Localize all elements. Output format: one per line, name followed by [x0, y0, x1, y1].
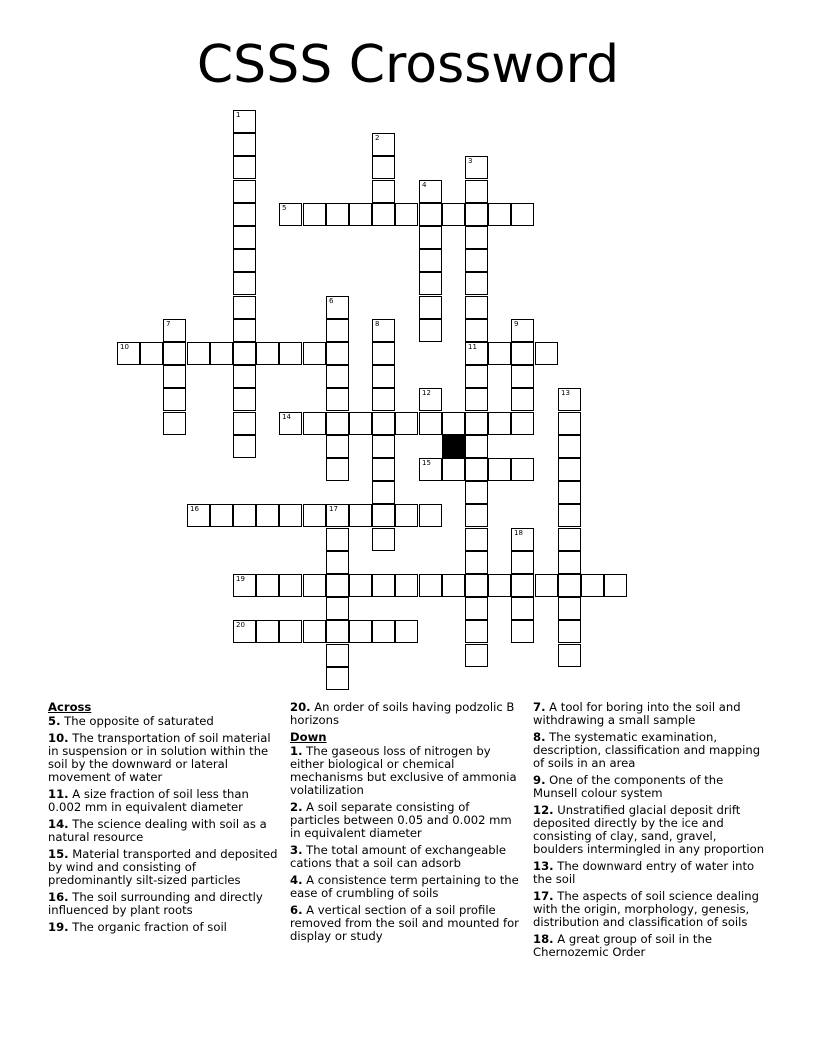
grid-cell[interactable]	[303, 574, 326, 597]
grid-cell[interactable]	[488, 412, 511, 435]
clue-number-label: 18	[514, 529, 523, 537]
clue-number: 19.	[48, 920, 69, 934]
grid-cell[interactable]	[140, 342, 163, 365]
clue-number-label: 20	[236, 621, 245, 629]
grid-cell[interactable]	[465, 365, 488, 388]
grid-cell[interactable]	[303, 620, 326, 643]
clue-number: 18.	[533, 932, 554, 946]
grid-cell[interactable]	[279, 412, 302, 435]
grid-cell[interactable]	[558, 551, 581, 574]
grid-cell[interactable]	[465, 435, 488, 458]
grid-cell[interactable]	[395, 620, 418, 643]
grid-cell[interactable]	[326, 504, 349, 527]
clue-text: The science dealing with soil as a natural resource	[48, 817, 267, 844]
clue-number-label: 3	[468, 157, 473, 165]
grid-cell[interactable]	[326, 388, 349, 411]
grid-cell[interactable]	[163, 412, 186, 435]
grid-cell[interactable]	[465, 156, 488, 179]
clue-number-label: 4	[422, 181, 427, 189]
grid-cell[interactable]	[419, 249, 442, 272]
clue-number: 9.	[533, 773, 546, 787]
grid-cell[interactable]	[465, 388, 488, 411]
clue-number-label: 13	[561, 389, 570, 397]
grid-cell[interactable]	[233, 249, 256, 272]
grid-cell[interactable]	[465, 203, 488, 226]
grid-cell[interactable]	[326, 574, 349, 597]
grid-cell[interactable]	[511, 388, 534, 411]
grid-cell[interactable]	[488, 574, 511, 597]
clue-number: 13.	[533, 859, 554, 873]
grid-cell[interactable]	[419, 272, 442, 295]
grid-cell[interactable]	[465, 180, 488, 203]
grid-cell[interactable]	[279, 342, 302, 365]
grid-cell[interactable]	[163, 342, 186, 365]
grid-cell[interactable]	[465, 551, 488, 574]
grid-cell[interactable]	[372, 203, 395, 226]
clue-text: A vertical section of a soil profile removed from the soil and mounted for display or study	[290, 903, 519, 943]
grid-cell[interactable]	[372, 458, 395, 481]
clue-number-label: 9	[514, 320, 519, 328]
grid-cell[interactable]	[372, 342, 395, 365]
grid-cell[interactable]	[187, 342, 210, 365]
grid-cell[interactable]	[233, 180, 256, 203]
grid-cell[interactable]	[419, 296, 442, 319]
grid-cell[interactable]	[372, 574, 395, 597]
grid-cell[interactable]	[326, 435, 349, 458]
clue-number: 7.	[533, 700, 546, 714]
clue-number: 1.	[290, 744, 303, 758]
across-header: Across	[48, 700, 92, 714]
grid-cell[interactable]	[372, 620, 395, 643]
clue-text: The total amount of exchangeable cations that a soil can adsorb	[290, 843, 506, 870]
grid-cell[interactable]	[465, 644, 488, 667]
grid-cell[interactable]	[372, 435, 395, 458]
down-header: Down	[290, 730, 327, 744]
clue-number: 15.	[48, 847, 69, 861]
grid-cell[interactable]	[465, 481, 488, 504]
grid-cell[interactable]	[163, 365, 186, 388]
grid-cell[interactable]	[233, 388, 256, 411]
grid-cell[interactable]	[326, 296, 349, 319]
grid-cell[interactable]	[511, 597, 534, 620]
clue-text: One of the components of the Munsell colour system	[533, 773, 724, 800]
clue-item	[533, 933, 765, 959]
grid-cell[interactable]	[233, 156, 256, 179]
grid-cell[interactable]	[326, 203, 349, 226]
grid-cell[interactable]	[372, 504, 395, 527]
grid-cell[interactable]	[326, 342, 349, 365]
grid-cell[interactable]	[465, 226, 488, 249]
grid-cell[interactable]	[372, 365, 395, 388]
grid-cell[interactable]	[210, 504, 233, 527]
grid-cell[interactable]	[326, 528, 349, 551]
clue-item	[533, 731, 765, 770]
clue-text: The systematic examination, description, classification and mapping of soils in an area	[533, 730, 761, 770]
clue-number: 10.	[48, 731, 69, 745]
grid-cell[interactable]	[256, 574, 279, 597]
grid-cell[interactable]	[303, 203, 326, 226]
clue-number: 4.	[290, 873, 303, 887]
grid-cell[interactable]	[233, 319, 256, 342]
grid-cell[interactable]	[326, 412, 349, 435]
grid-cell[interactable]	[233, 133, 256, 156]
grid-cell[interactable]	[558, 458, 581, 481]
grid-cell[interactable]	[511, 412, 534, 435]
clue-item	[48, 788, 280, 814]
grid-cell[interactable]	[233, 296, 256, 319]
grid-cell[interactable]	[558, 504, 581, 527]
grid-cell[interactable]	[349, 412, 372, 435]
grid-cell[interactable]	[326, 644, 349, 667]
clue-text: A great group of soil in the Chernozemic Order	[533, 932, 712, 959]
grid-cell[interactable]	[233, 272, 256, 295]
grid-cell[interactable]	[233, 226, 256, 249]
clue-number-label: 1	[236, 111, 241, 119]
clue-number-label: 14	[282, 413, 291, 421]
grid-cell[interactable]	[279, 574, 302, 597]
grid-cell[interactable]	[465, 574, 488, 597]
grid-cell[interactable]	[465, 319, 488, 342]
clue-text: The downward entry of water into the soil	[533, 859, 755, 886]
clue-column-2	[290, 701, 522, 947]
grid-cell[interactable]	[326, 551, 349, 574]
grid-cell[interactable]	[511, 458, 534, 481]
grid-cell[interactable]	[233, 203, 256, 226]
grid-cell[interactable]	[349, 620, 372, 643]
grid-cell[interactable]	[465, 272, 488, 295]
clue-item	[290, 745, 522, 797]
clue-item	[48, 818, 280, 844]
clue-text: A tool for boring into the soil and withdrawing a small sample	[533, 700, 741, 727]
grid-cell[interactable]	[442, 203, 465, 226]
grid-cell[interactable]	[372, 412, 395, 435]
clue-item	[48, 921, 280, 934]
grid-cell[interactable]	[488, 342, 511, 365]
clue-number-label: 10	[120, 343, 129, 351]
grid-cell[interactable]	[511, 574, 534, 597]
grid-cell[interactable]	[372, 133, 395, 156]
clue-number: 16.	[48, 890, 69, 904]
clue-item	[533, 804, 765, 856]
grid-cell[interactable]	[558, 620, 581, 643]
clue-number-label: 12	[422, 389, 431, 397]
grid-cell[interactable]	[511, 319, 534, 342]
clue-text: The aspects of soil science dealing with the origin, morphology, genesis, distribution and classification of soils	[533, 889, 759, 929]
clue-item	[290, 844, 522, 870]
clue-item	[48, 891, 280, 917]
grid-cell[interactable]	[256, 504, 279, 527]
grid-cell[interactable]	[395, 412, 418, 435]
grid-cell[interactable]	[465, 597, 488, 620]
clue-column-1	[48, 701, 280, 938]
grid-cell[interactable]	[326, 597, 349, 620]
grid-cell[interactable]	[604, 574, 627, 597]
grid-cell[interactable]	[511, 528, 534, 551]
clue-text: The gaseous loss of nitrogen by either biological or chemical mechanisms but exclusive of ammonia volatilization	[290, 744, 517, 797]
grid-cell[interactable]	[488, 203, 511, 226]
clue-text: The organic fraction of soil	[68, 920, 227, 934]
clue-item	[533, 774, 765, 800]
grid-cell[interactable]	[558, 574, 581, 597]
clue-text: A size fraction of soil less than 0.002 mm in equivalent diameter	[48, 787, 249, 814]
grid-cell[interactable]	[581, 574, 604, 597]
grid-cell[interactable]	[256, 342, 279, 365]
grid-cell[interactable]	[233, 365, 256, 388]
grid-cell[interactable]	[326, 365, 349, 388]
clue-text: A soil separate consisting of particles between 0.05 and 0.002 mm in equivalent diameter	[290, 800, 512, 840]
grid-cell[interactable]	[372, 388, 395, 411]
grid-cell[interactable]	[210, 342, 233, 365]
clue-item	[533, 860, 765, 886]
grid-cell[interactable]	[419, 412, 442, 435]
grid-cell[interactable]	[419, 388, 442, 411]
clue-item	[48, 848, 280, 887]
grid-cell[interactable]	[442, 458, 465, 481]
grid-cell[interactable]	[511, 203, 534, 226]
grid-cell[interactable]	[442, 574, 465, 597]
grid-cell[interactable]	[465, 296, 488, 319]
grid-cell[interactable]	[511, 342, 534, 365]
grid-cell[interactable]	[372, 481, 395, 504]
grid-cell[interactable]	[465, 504, 488, 527]
clue-item	[533, 890, 765, 929]
clue-item	[290, 801, 522, 840]
grid-cell[interactable]	[372, 180, 395, 203]
clue-item	[290, 701, 522, 727]
grid-cell[interactable]	[279, 504, 302, 527]
clue-text: Material transported and deposited by wind and consisting of predominantly silt-sized particles	[48, 847, 278, 887]
grid-cell[interactable]	[488, 458, 511, 481]
grid-cell[interactable]	[558, 388, 581, 411]
black-square	[442, 435, 465, 458]
grid-cell[interactable]	[419, 319, 442, 342]
grid-cell[interactable]	[465, 458, 488, 481]
grid-cell[interactable]	[558, 597, 581, 620]
grid-cell[interactable]	[326, 667, 349, 690]
grid-cell[interactable]	[233, 412, 256, 435]
clue-item	[48, 715, 280, 728]
grid-cell[interactable]	[233, 435, 256, 458]
grid-cell[interactable]	[326, 458, 349, 481]
clue-item	[290, 904, 522, 943]
clue-number-label: 5	[282, 204, 287, 212]
clue-number: 6.	[290, 903, 303, 917]
grid-cell[interactable]	[511, 365, 534, 388]
grid-cell[interactable]	[419, 574, 442, 597]
clue-text: An order of soils having podzolic B horizons	[290, 700, 515, 727]
clue-text: Unstratified glacial deposit drift deposited directly by the ice and consisting of clay, sand, gravel, boulders intermingled in any proportion	[533, 803, 765, 856]
clue-text: A consistence term pertaining to the ease of crumbling of soils	[290, 873, 519, 900]
grid-cell[interactable]	[395, 504, 418, 527]
grid-cell[interactable]	[372, 156, 395, 179]
grid-cell[interactable]	[535, 342, 558, 365]
grid-cell[interactable]	[558, 435, 581, 458]
grid-cell[interactable]	[349, 203, 372, 226]
grid-cell[interactable]	[419, 180, 442, 203]
clue-number: 8.	[533, 730, 546, 744]
grid-cell[interactable]	[256, 620, 279, 643]
clue-number: 14.	[48, 817, 69, 831]
clue-number-label: 16	[190, 505, 199, 513]
grid-cell[interactable]	[326, 319, 349, 342]
clue-number: 11.	[48, 787, 69, 801]
clue-number-label: 15	[422, 459, 431, 467]
grid-cell[interactable]	[511, 551, 534, 574]
grid-cell[interactable]	[511, 620, 534, 643]
grid-cell[interactable]	[117, 342, 140, 365]
clue-number-label: 6	[329, 297, 334, 305]
grid-cell[interactable]	[326, 620, 349, 643]
clue-column-3	[533, 701, 765, 963]
clue-text: The soil surrounding and directly influenced by plant roots	[48, 890, 263, 917]
grid-cell[interactable]	[535, 574, 558, 597]
grid-cell[interactable]	[558, 644, 581, 667]
clue-number-label: 7	[166, 320, 171, 328]
grid-cell[interactable]	[419, 458, 442, 481]
clue-number: 17.	[533, 889, 554, 903]
clue-number-label: 17	[329, 505, 338, 513]
grid-cell[interactable]	[558, 528, 581, 551]
clue-text: The transportation of soil material in suspension or in solution within the soil by the downward or lateral movement of water	[48, 731, 271, 784]
grid-cell[interactable]	[465, 342, 488, 365]
clue-item	[48, 732, 280, 784]
grid-cell[interactable]	[395, 203, 418, 226]
grid-cell[interactable]	[465, 412, 488, 435]
grid-cell[interactable]	[419, 226, 442, 249]
grid-cell[interactable]	[233, 110, 256, 133]
clue-number: 3.	[290, 843, 303, 857]
grid-cell[interactable]	[419, 203, 442, 226]
clue-number-label: 8	[375, 320, 380, 328]
grid-cell[interactable]	[303, 412, 326, 435]
grid-cell[interactable]	[163, 319, 186, 342]
grid-cell[interactable]	[419, 504, 442, 527]
grid-cell[interactable]	[187, 504, 210, 527]
puzzle-title: CSSS Crossword	[196, 35, 620, 95]
grid-cell[interactable]	[233, 342, 256, 365]
grid-cell[interactable]	[279, 620, 302, 643]
grid-cell[interactable]	[395, 574, 418, 597]
grid-cell[interactable]	[233, 574, 256, 597]
clue-number: 20.	[290, 700, 311, 714]
grid-cell[interactable]	[465, 620, 488, 643]
clue-number: 5.	[48, 714, 61, 728]
grid-cell[interactable]	[372, 319, 395, 342]
clue-number: 2.	[290, 800, 303, 814]
grid-cell[interactable]	[465, 249, 488, 272]
grid-cell[interactable]	[279, 203, 302, 226]
grid-cell[interactable]	[303, 504, 326, 527]
clue-number: 12.	[533, 803, 554, 817]
grid-cell[interactable]	[233, 620, 256, 643]
grid-cell[interactable]	[372, 528, 395, 551]
grid-cell[interactable]	[558, 481, 581, 504]
clue-text: The opposite of saturated	[60, 714, 214, 728]
grid-cell[interactable]	[163, 388, 186, 411]
grid-cell[interactable]	[349, 504, 372, 527]
grid-cell[interactable]	[465, 528, 488, 551]
grid-cell[interactable]	[233, 504, 256, 527]
grid-cell[interactable]	[558, 412, 581, 435]
clue-number-label: 19	[236, 575, 245, 583]
clue-number-label: 11	[468, 343, 477, 351]
clue-item	[290, 874, 522, 900]
grid-cell[interactable]	[303, 342, 326, 365]
grid-cell[interactable]	[442, 412, 465, 435]
clue-number-label: 2	[375, 134, 380, 142]
clue-item	[533, 701, 765, 727]
grid-cell[interactable]	[349, 574, 372, 597]
